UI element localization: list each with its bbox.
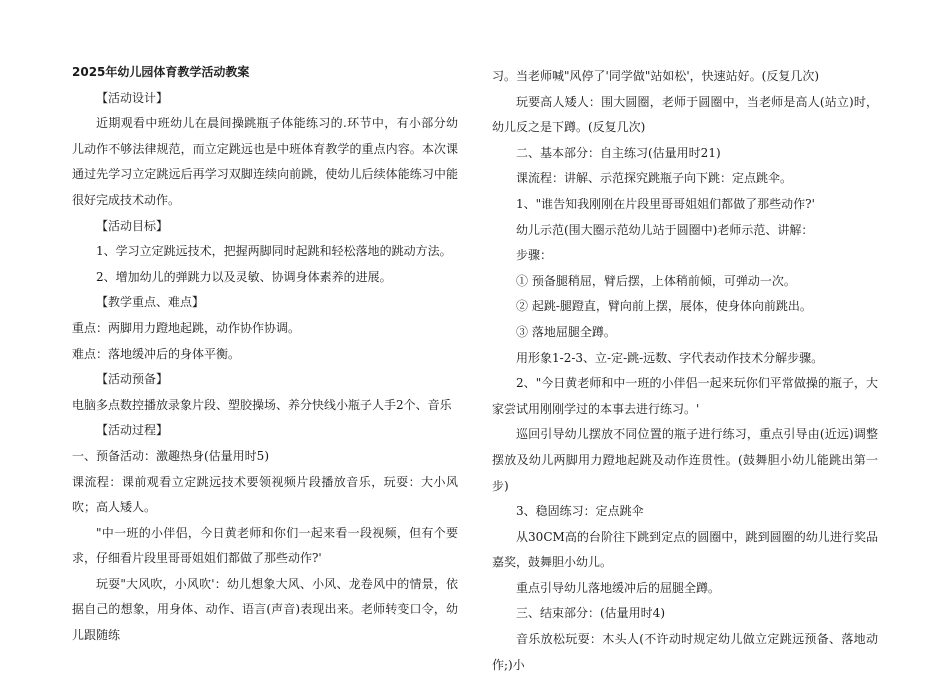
section-heading-basic-part: 二、基本部分：自主练习(估量用时21) [516, 145, 721, 160]
paragraph: "中一班的小伴侣，今日黄老师和你们一起来看一段视频，但有个要求，仔细看片段里哥哥姐姐们都做了那些动作?' [72, 525, 458, 566]
paragraph: 课流程：课前观看立定跳远技术要领视频片段播放音乐，玩耍：大小风吹；高人矮人。 [72, 474, 458, 515]
paragraph: 近期观看中班幼儿在晨间操跳瓶子体能练习的.环节中，有小部分幼儿动作不够法律规范，而立定跳远也是中班体育教学的重点内容。本次课通过先学习立定跳远后再学习双脚连续向前跳，使幼儿后续体能练习中能很好完成技术动作。 [72, 116, 458, 207]
paragraph: 巡回引导幼儿摆放不同位置的瓶子进行练习，重点引导由(近远)调整摆放及幼儿两脚用力蹬地起跳及动作连贯性。(鼓舞胆小幼儿能跳出第一步) [492, 427, 878, 493]
paragraph: 重点引导幼儿落地缓冲后的屈腿全蹲。 [516, 580, 721, 595]
section-heading-preparation: 【活动预备】 [96, 372, 169, 387]
paragraph: 电脑多点数控播放录象片段、塑胶操场、养分快线小瓶子人手2个、音乐 [72, 397, 452, 412]
paragraph: 玩耍"大风吹，小风吹'：幼儿想象大风、小风、龙卷风中的情景，依据自己的想象，用身体、动作、语言(声音)表现出来。老师转变口令，幼儿跟随练 [72, 576, 458, 643]
paragraph: 用形象1-2-3、立-定-跳-远数、字代表动作技术分解步骤。 [516, 350, 824, 365]
paragraph: 1、学习立定跳远技术，把握两脚同时起跳和轻松落地的跳动方法。 [96, 244, 452, 259]
section-heading-key-points: 【教学重点、难点】 [96, 295, 205, 310]
section-heading-process: 【活动过程】 [96, 423, 169, 438]
paragraph: 课流程：讲解、示范探究跳瓶子向下跳：定点跳伞。 [516, 171, 793, 186]
section-heading-goals: 【活动目标】 [96, 218, 169, 233]
paragraph: 难点：落地缓冲后的身体平衡。 [72, 346, 241, 361]
left-column [72, 60, 458, 649]
right-column [492, 64, 878, 678]
step-item: ① 预备腿稍屈，臂后摆，上体稍前倾，可弹动一次。 [516, 273, 796, 288]
paragraph: 步骤： [516, 248, 553, 263]
step-item: ③ 落地屈腿全蹲。 [516, 324, 616, 339]
paragraph: 从30CM高的台阶往下跳到定点的圆圈中，跳到圆圈的幼儿进行奖品嘉奖，鼓舞胆小幼儿。 [492, 529, 878, 570]
document-title: 2025年幼儿园体育教学活动教案 [72, 65, 250, 79]
paragraph: 幼儿示范(围大圈示范幼儿站于圆圈中)老师示范、讲解： [516, 222, 814, 237]
paragraph: 重点：两脚用力蹬地起跳，动作协作协调。 [72, 320, 301, 335]
paragraph: 1、"谁告知我刚刚在片段里哥哥姐姐们都做了那些动作?' [516, 196, 815, 211]
paragraph: 一、预备活动：激趣热身(估量用时5) [72, 448, 269, 463]
section-heading-ending: 三、结束部分：(估量用时4) [516, 606, 665, 621]
step-item: ② 起跳-腿蹬直，臂向前上摆，展体，使身体向前跳出。 [516, 299, 812, 314]
paragraph: 2、增加幼儿的弹跳力以及灵敏、协调身体素养的进展。 [96, 269, 392, 284]
paragraph: 3、稳固练习：定点跳伞 [516, 504, 644, 519]
paragraph: 音乐放松玩耍：木头人(不许动时规定幼儿做立定跳远预备、落地动作;)小 [492, 632, 878, 672]
section-heading-design: 【活动设计】 [96, 90, 169, 105]
paragraph: 习。当老师喊"风停了'同学做"站如松'，快速站好。(反复几次) [492, 69, 820, 83]
paragraph: 2、"今日黄老师和中一班的小伴侣一起来玩你们平常做操的瓶子，大家尝试用刚刚学过的本事去进行练习。' [492, 376, 878, 416]
paragraph: 玩要高人矮人：围大圆圈，老师于圆圈中，当老师是高人(站立)时，幼儿反之是下蹲。(反复几次) [492, 94, 878, 135]
